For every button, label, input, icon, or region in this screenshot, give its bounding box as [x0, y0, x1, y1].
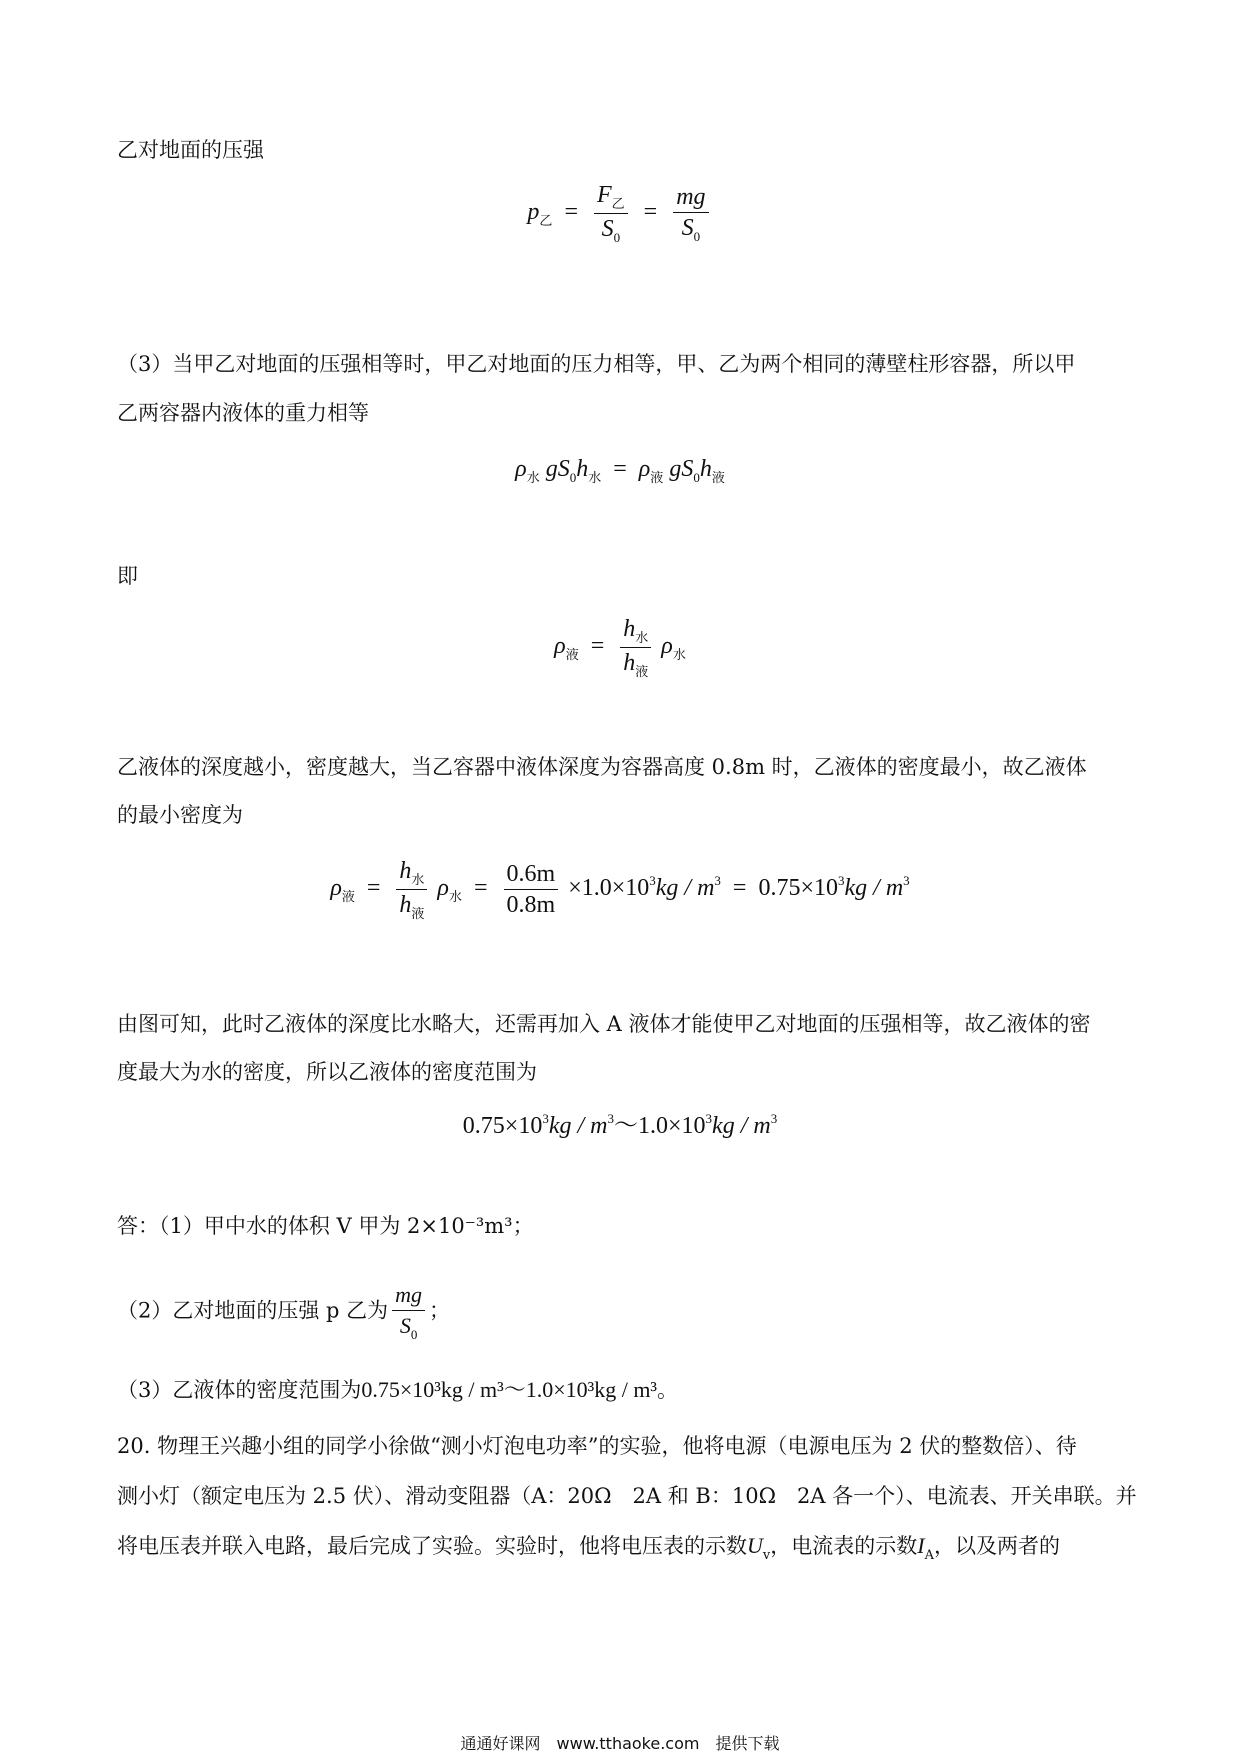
fraction	[673, 182, 708, 246]
text-line: 乙液体的深度越小，密度越大，当乙容器中液体深度为容器高度 0.8m 时，乙液体的密度最小，故乙液体	[117, 755, 1087, 779]
eq-subscript: 水	[672, 647, 686, 663]
eq-superscript: 3	[649, 873, 656, 889]
fraction	[504, 859, 559, 920]
eq-symbol: ρ	[437, 875, 449, 902]
eq-symbol: h	[699, 456, 712, 482]
eq-value: 1.0×10	[638, 1113, 706, 1139]
eq-subscript: 液	[711, 470, 725, 485]
eq-symbol: p	[527, 199, 540, 226]
eq-subscript: 水	[411, 872, 425, 887]
fraction	[620, 614, 651, 681]
eq-symbol: U	[747, 1533, 763, 1558]
eq-value: ×1.0×10	[568, 875, 650, 902]
eq-subscript: 液	[635, 664, 649, 679]
answer-text: 。	[657, 1378, 679, 1402]
eq-value: 0.75×10	[462, 1113, 543, 1139]
eq-symbol: h	[576, 456, 589, 482]
eq-value: 0.6m	[504, 859, 559, 890]
eq-superscript: 3	[705, 1111, 713, 1126]
eq-subscript: 水	[448, 889, 462, 905]
eq-symbol: ρ	[554, 633, 566, 660]
eq-symbol: F	[596, 182, 612, 208]
question-text: ，以及两者的	[933, 1534, 1060, 1558]
text-line: 乙两容器内液体的重力相等	[117, 401, 369, 425]
eq-symbol: ρ	[638, 456, 651, 482]
eq-subscript: 水	[526, 470, 540, 485]
eq-symbol: S	[681, 214, 694, 241]
eq-value: 0.8m	[506, 892, 556, 918]
question-text: ，电流表的示数	[770, 1534, 918, 1558]
text-line: 乙对地面的压强	[117, 138, 264, 162]
eq-superscript: 3	[838, 873, 845, 889]
eq-subscript: 0	[693, 470, 700, 485]
eq-subscript: 0	[693, 228, 701, 244]
answer-text: （2）乙对地面的压强 p 乙为	[117, 1298, 389, 1323]
answer-text: ；	[429, 1298, 451, 1323]
answer-line-3	[117, 1368, 1127, 1412]
equation-pressure-yi: $p_乙$ = $\frac{F_乙}{S_0}$ = $\frac{mg}{S_0}$	[0, 180, 1240, 247]
text-line: 由图可知，此时乙液体的深度比水略大，还需再加入 A 液体才能使甲乙对地面的压强相等，故乙液体的密	[117, 1012, 1091, 1036]
eq-subscript: 乙	[539, 213, 553, 229]
eq-value: ～	[614, 1113, 638, 1139]
text-line: （3）当甲乙对地面的压强相等时，甲乙对地面的压力相等，甲、乙为两个相同的薄壁柱形容器，所以甲	[117, 352, 1076, 376]
eq-symbol: ρ	[661, 633, 673, 660]
fraction	[594, 180, 628, 247]
eq-subscript: 0	[569, 470, 577, 485]
eq-subscript: 液	[565, 647, 579, 663]
question-20-line-3	[117, 1524, 1127, 1572]
text-line: 即	[117, 564, 138, 588]
eq-subscript: v	[762, 1548, 771, 1563]
eq-subscript: 0	[410, 1327, 418, 1342]
eq-subscript: A	[924, 1548, 934, 1563]
eq-subscript: 水	[588, 470, 602, 485]
eq-unit: kg / m	[548, 1113, 608, 1139]
eq-symbol: h	[399, 892, 412, 918]
eq-unit: kg / m	[844, 875, 904, 902]
eq-subscript: 液	[341, 889, 355, 905]
eq-value: 0.75×10	[758, 875, 839, 902]
fraction	[392, 1280, 425, 1344]
eq-subscript: 液	[650, 470, 664, 485]
eq-symbol: S	[399, 1313, 411, 1338]
question-20-line-2: 测小灯（额定电压为 2.5 伏）、滑动变阻器（A：20Ω 2A 和 B：10Ω 2A 各一个）、电流表、开关串联。并	[117, 1484, 1137, 1508]
text-line: 度最大为水的密度，所以乙液体的密度范围为	[117, 1060, 537, 1084]
eq-symbol: h	[623, 650, 636, 676]
eq-subscript: 液	[411, 906, 425, 921]
eq-superscript: 3	[903, 873, 910, 889]
equation-density-range	[0, 1105, 1240, 1140]
eq-subscript: 水	[635, 630, 649, 645]
eq-symbol: h	[623, 616, 636, 642]
page-footer-source: 通通好课网 www.tthaoke.com 提供下载	[460, 1734, 780, 1753]
eq-symbol: ρ	[515, 456, 527, 482]
text-line: 的最小密度为	[117, 803, 243, 827]
fraction	[396, 856, 427, 923]
eq-symbol: gS	[545, 456, 570, 482]
eq-symbol: S	[601, 216, 614, 242]
answer-expression: 0.75×10³kg / m³～1.0×10³kg / m³	[361, 1377, 658, 1402]
eq-symbol: gS	[669, 456, 694, 482]
eq-symbol: mg	[392, 1280, 425, 1311]
eq-symbol: h	[399, 858, 412, 884]
eq-superscript: 3	[607, 1111, 614, 1126]
question-text: 将电压表并联入电路，最后完成了实验。实验时，他将电压表的示数	[117, 1534, 747, 1558]
eq-symbol: mg	[673, 182, 708, 213]
answer-text: （3）乙液体的密度范围为	[117, 1378, 362, 1402]
eq-subscript: 乙	[611, 196, 625, 211]
eq-superscript: 3	[770, 1111, 778, 1126]
answer-line-1: 答：（1）甲中水的体积 V 甲为 2×10⁻³m³；	[117, 1214, 534, 1238]
eq-unit: kg / m	[712, 1113, 771, 1139]
eq-superscript: 3	[714, 873, 721, 889]
eq-unit: kg / m	[655, 875, 715, 902]
eq-symbol: ρ	[330, 875, 342, 902]
eq-symbol: I	[917, 1533, 925, 1558]
eq-superscript: 3	[542, 1111, 549, 1126]
question-20-line-1: 20. 物理王兴趣小组的同学小徐做“测小灯泡电功率”的实验，他将电源（电源电压为 2 伏的整数倍）、待	[117, 1434, 1077, 1458]
answer-line-2	[117, 1280, 1127, 1344]
equation-gravity-equal: $\rho_水$ $gS_0h_水 = \rho_液$ $gS_0h_液$	[515, 456, 725, 485]
equation-min-density: $\rho_液$ = $\frac{h_水}{h_液}$ $\rho_水$ = $\frac{0.6m}{0.8m}$ $\times 1.0\times 10^3kg / m^3 = 0.75\times 10^3kg / m^3$	[330, 858, 910, 921]
equation-density-ratio: $\rho_液$ = $\frac{h_水}{h_液}$ $\rho_水$	[554, 616, 686, 679]
eq-subscript: 0	[613, 230, 621, 245]
